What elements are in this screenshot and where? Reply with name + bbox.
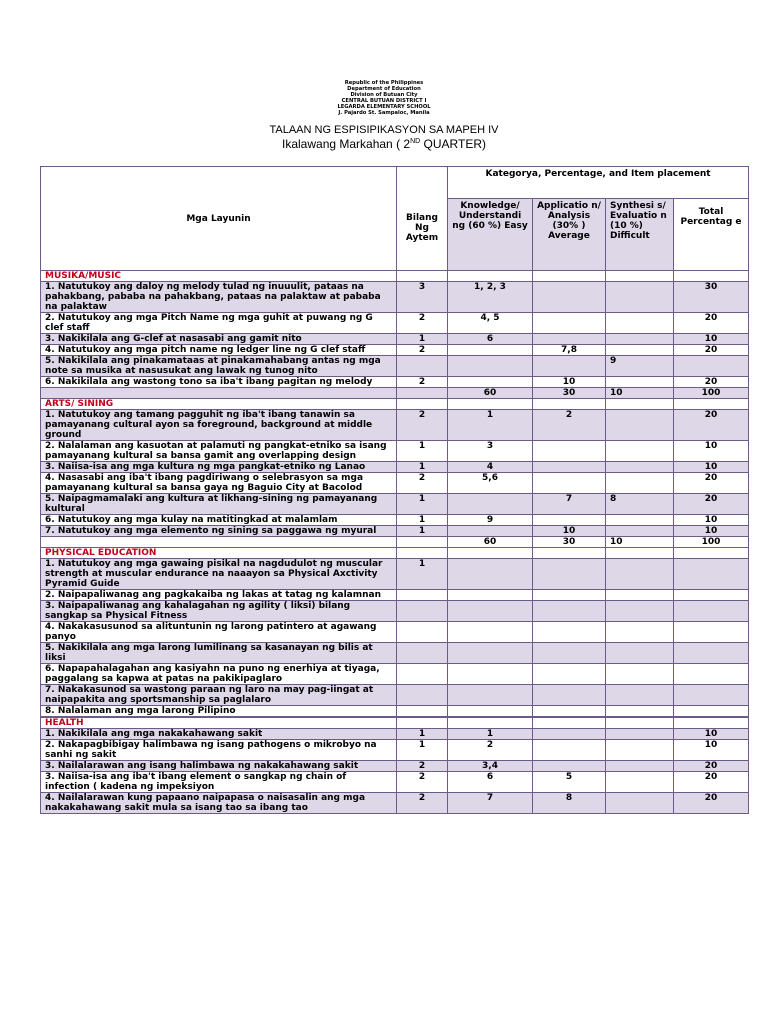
objective-cell: 5. Naipagmamalaki ang kultura at likhang-sining ng pamayanang kultural (41, 494, 397, 515)
subtitle-sup: ND (410, 138, 421, 145)
knowledge-cell: 4, 5 (448, 313, 533, 334)
application-cell (533, 601, 606, 622)
section-row (41, 399, 749, 410)
items-cell (397, 685, 448, 706)
objective-cell: 3. Nakikilala ang G-clef at nasasabi ang gamit nito (41, 334, 397, 345)
objective-cell (41, 388, 397, 399)
header-line: Division of Butuan City (350, 92, 418, 98)
items-cell: 2 (397, 793, 448, 814)
header-synthesis: Synthesi s/ Evaluatio n (10 %) Difficult (606, 199, 674, 271)
total-cell (674, 706, 749, 717)
total-cell (674, 622, 749, 643)
header-objectives: Mga Layunin (41, 167, 397, 271)
knowledge-cell: 4 (448, 462, 533, 473)
application-cell (533, 334, 606, 345)
items-cell: 1 (397, 729, 448, 740)
total-cell (674, 559, 749, 590)
synthesis-cell (606, 729, 674, 740)
knowledge-cell (448, 559, 533, 590)
subtitle-post: QUARTER) (420, 137, 486, 151)
synthesis-cell (606, 559, 674, 590)
knowledge-cell: 6 (448, 772, 533, 793)
objective-cell: 1. Natutukoy ang tamang pagguhit ng iba't ibang tanawin sa pamayanang cultural ayon sa foreground, background at middle ground (41, 410, 397, 441)
objective-cell: 2. Naipapaliwanag ang pagkakaiba ng lakas at tatag ng kalamnan (41, 590, 397, 601)
knowledge-cell: 3,4 (448, 761, 533, 772)
objective-cell: 3. Naipapaliwanag ang kahalagahan ng agility ( liksi) bilang sangkap sa Physical Fitness (41, 601, 397, 622)
table-row (41, 537, 749, 548)
table-row (41, 388, 749, 399)
total-cell (674, 590, 749, 601)
synthesis-cell (606, 526, 674, 537)
total-cell (674, 664, 749, 685)
section-title: ARTS/ SINING (41, 399, 397, 410)
application-cell (533, 622, 606, 643)
section-title: MUSIKA/MUSIC (41, 271, 397, 282)
objective-cell: 1. Nakikilala ang mga nakakahawang sakit (41, 729, 397, 740)
section-empty-cell (606, 399, 674, 410)
synthesis-cell (606, 761, 674, 772)
synthesis-cell (606, 377, 674, 388)
knowledge-cell (448, 622, 533, 643)
section-empty-cell (397, 271, 448, 282)
synthesis-cell (606, 334, 674, 345)
header-line: LEGARDA ELEMENTARY SCHOOL (337, 104, 431, 110)
application-cell (533, 473, 606, 494)
items-cell (397, 664, 448, 685)
application-cell (533, 664, 606, 685)
synthesis-cell (606, 664, 674, 685)
items-cell: 1 (397, 559, 448, 590)
objective-cell: 6. Natutukoy ang mga kulay na matitingkad at malamlam (41, 515, 397, 526)
synthesis-cell (606, 462, 674, 473)
total-cell: 10 (674, 526, 749, 537)
document-subtitle (0, 137, 768, 151)
table-row (41, 441, 749, 462)
section-empty-cell (606, 718, 674, 729)
total-cell: 20 (674, 793, 749, 814)
synthesis-cell (606, 345, 674, 356)
total-cell: 20 (674, 761, 749, 772)
total-cell: 100 (674, 388, 749, 399)
header-line: Republic of the Philippines (344, 80, 424, 86)
items-cell: 1 (397, 740, 448, 761)
knowledge-cell: 60 (448, 388, 533, 399)
total-cell: 20 (674, 772, 749, 793)
table-row (41, 643, 749, 664)
total-cell: 10 (674, 740, 749, 761)
table-row (41, 313, 749, 334)
total-cell (674, 685, 749, 706)
application-cell (533, 559, 606, 590)
table-row (41, 473, 749, 494)
application-cell: 7,8 (533, 345, 606, 356)
subtitle-pre: Ikalawang Markahan ( 2 (282, 137, 411, 151)
table-row (41, 410, 749, 441)
knowledge-cell: 5,6 (448, 473, 533, 494)
section-title: HEALTH (41, 718, 397, 729)
items-cell (397, 643, 448, 664)
section-empty-cell (533, 271, 606, 282)
specification-table (40, 166, 749, 814)
section-empty-cell (674, 548, 749, 559)
total-cell: 10 (674, 729, 749, 740)
items-cell: 2 (397, 473, 448, 494)
table-row (41, 282, 749, 313)
table-row (41, 515, 749, 526)
section-empty-cell (533, 718, 606, 729)
objective-cell: 6. Nakikilala ang wastong tono sa iba't ibang pagitan ng melody (41, 377, 397, 388)
table-row (41, 494, 749, 515)
knowledge-cell (448, 601, 533, 622)
header-line: CENTRAL BUTUAN DISTRICT I (341, 98, 427, 104)
total-cell: 20 (674, 345, 749, 356)
synthesis-cell (606, 441, 674, 462)
synthesis-cell (606, 622, 674, 643)
total-cell (674, 601, 749, 622)
table-row (41, 345, 749, 356)
total-cell: 20 (674, 473, 749, 494)
knowledge-cell: 60 (448, 537, 533, 548)
header-items: Bilang Ng Aytem (397, 167, 448, 271)
objective-cell: 5. Nakikilala ang pinakamataas at pinakamahabang antas ng mga note sa musika at nasusukat ang lawak ng tunog nito (41, 356, 397, 377)
items-cell: 1 (397, 462, 448, 473)
objective-cell: 2. Nalalaman ang kasuotan at palamuti ng pangkat-etniko sa isang pamayanang kultural sa bansa gamit ang overlapping design (41, 441, 397, 462)
total-cell: 20 (674, 313, 749, 334)
section-empty-cell (606, 271, 674, 282)
table-row (41, 664, 749, 685)
items-cell (397, 590, 448, 601)
objective-cell: 5. Nakikilala ang mga larong lumilinang sa kasanayan ng bilis at liksi (41, 643, 397, 664)
section-empty-cell (448, 399, 533, 410)
section-row (41, 271, 749, 282)
objective-cell: 6. Napapahalagahan ang kasiyahn na puno ng enerhiya at tiyaga, paggalang sa kapwa at patas na pakikipaglaro (41, 664, 397, 685)
total-cell: 10 (674, 441, 749, 462)
section-empty-cell (448, 718, 533, 729)
synthesis-cell (606, 473, 674, 494)
total-cell: 20 (674, 377, 749, 388)
table-row (41, 559, 749, 590)
knowledge-cell: 1, 2, 3 (448, 282, 533, 313)
synthesis-cell (606, 313, 674, 334)
document-title: TALAAN NG ESPISIPIKASYON SA MAPEH IV (269, 124, 499, 136)
total-cell: 30 (674, 282, 749, 313)
application-cell (533, 462, 606, 473)
knowledge-cell (448, 526, 533, 537)
table-row (41, 685, 749, 706)
knowledge-cell (448, 356, 533, 377)
header-application: Applicatio n/ Analysis (30% ) Average (533, 199, 606, 271)
items-cell: 2 (397, 345, 448, 356)
items-cell: 1 (397, 441, 448, 462)
knowledge-cell (448, 643, 533, 664)
section-empty-cell (674, 399, 749, 410)
knowledge-cell: 2 (448, 740, 533, 761)
table-row (41, 761, 749, 772)
section-empty-cell (397, 399, 448, 410)
application-cell (533, 356, 606, 377)
knowledge-cell (448, 494, 533, 515)
application-cell (533, 706, 606, 717)
knowledge-cell: 9 (448, 515, 533, 526)
section-empty-cell (448, 271, 533, 282)
section-empty-cell (674, 718, 749, 729)
items-cell: 2 (397, 761, 448, 772)
items-cell: 1 (397, 334, 448, 345)
synthesis-cell: 10 (606, 388, 674, 399)
application-cell: 8 (533, 793, 606, 814)
knowledge-cell (448, 345, 533, 356)
items-cell (397, 356, 448, 377)
table-row (41, 601, 749, 622)
synthesis-cell: 9 (606, 356, 674, 377)
knowledge-cell: 1 (448, 410, 533, 441)
objective-cell: 2. Nakapagbibigay halimbawa ng isang pathogens o mikrobyo na sanhi ng sakit (41, 740, 397, 761)
objective-cell: 3. Naiisa-isa ang iba't ibang element o sangkap ng chain of infection ( kadena ng impeksiyon (41, 772, 397, 793)
section-row (41, 548, 749, 559)
application-cell (533, 643, 606, 664)
header-line: J. Pajardo St. Sampaloc, Manila (338, 110, 430, 116)
application-cell (533, 685, 606, 706)
synthesis-cell (606, 643, 674, 664)
objective-cell: 7. Nakakasunod sa wastong paraan ng laro na may pag-iingat at naipapakita ang sportsmanship sa paglalaro (41, 685, 397, 706)
total-cell (674, 643, 749, 664)
synthesis-cell (606, 410, 674, 441)
items-cell (397, 622, 448, 643)
table-row (41, 334, 749, 345)
items-cell: 1 (397, 515, 448, 526)
items-cell: 2 (397, 410, 448, 441)
items-cell (397, 706, 448, 717)
items-cell: 1 (397, 494, 448, 515)
knowledge-cell: 1 (448, 729, 533, 740)
objective-cell: 2. Natutukoy ang mga Pitch Name ng mga guhit at puwang ng G clef staff (41, 313, 397, 334)
section-empty-cell (533, 548, 606, 559)
table-row (41, 526, 749, 537)
table-row (41, 729, 749, 740)
table-row (41, 793, 749, 814)
application-cell: 7 (533, 494, 606, 515)
application-cell (533, 740, 606, 761)
items-cell: 1 (397, 526, 448, 537)
section-empty-cell (397, 548, 448, 559)
synthesis-cell (606, 515, 674, 526)
table-row (41, 356, 749, 377)
objective-cell: 3. Naiisa-isa ang mga kultura ng mga pangkat-etniko ng Lanao (41, 462, 397, 473)
table-row (41, 772, 749, 793)
synthesis-cell: 10 (606, 537, 674, 548)
items-cell (397, 537, 448, 548)
total-cell: 10 (674, 334, 749, 345)
section-empty-cell (606, 548, 674, 559)
application-cell (533, 515, 606, 526)
header-line: Department of Education (347, 86, 421, 92)
section-empty-cell (533, 399, 606, 410)
synthesis-cell (606, 590, 674, 601)
total-cell (674, 356, 749, 377)
total-cell: 10 (674, 515, 749, 526)
application-cell (533, 282, 606, 313)
knowledge-cell: 3 (448, 441, 533, 462)
application-cell: 10 (533, 377, 606, 388)
synthesis-cell (606, 740, 674, 761)
objective-cell (41, 537, 397, 548)
objective-cell: 4. Nasasabi ang iba't ibang pagdiriwang o selebrasyon sa mga pamayanang kultural sa bansa gaya ng Baguio City at Bacolod (41, 473, 397, 494)
section-row (41, 718, 749, 729)
objective-cell: 4. Nailalarawan kung papaano naipapasa o naisasalin ang mga nakakahawang sakit mula sa isang tao sa ibang tao (41, 793, 397, 814)
knowledge-cell: 7 (448, 793, 533, 814)
application-cell (533, 313, 606, 334)
objective-cell: 1. Natutukoy ang daloy ng melody tulad ng inuuulit, pataas na pahakbang, pababa na pahakbang, pataas na palaktaw at pababa na palaktaw (41, 282, 397, 313)
table-row (41, 462, 749, 473)
table-row (41, 590, 749, 601)
objective-cell: 8. Nalalaman ang mga larong Pilipino (41, 706, 397, 717)
application-cell: 30 (533, 537, 606, 548)
section-empty-cell (448, 548, 533, 559)
knowledge-cell (448, 590, 533, 601)
synthesis-cell (606, 793, 674, 814)
synthesis-cell (606, 601, 674, 622)
total-cell: 20 (674, 494, 749, 515)
knowledge-cell (448, 706, 533, 717)
total-cell: 100 (674, 537, 749, 548)
knowledge-cell: 6 (448, 334, 533, 345)
section-empty-cell (397, 718, 448, 729)
application-cell (533, 441, 606, 462)
objective-cell: 7. Natutukoy ang mga elemento ng sining sa paggawa ng myural (41, 526, 397, 537)
objective-cell: 1. Natutukoy ang mga gawaing pisikal na nagdudulot ng muscular strength at muscular endurance na naaayon sa Physical Axctivity Pyramid Guide (41, 559, 397, 590)
header-knowledge: Knowledge/ Understandi ng (60 %) Easy (448, 199, 533, 271)
application-cell: 5 (533, 772, 606, 793)
items-cell: 2 (397, 772, 448, 793)
objective-cell: 4. Natutukoy ang mga pitch name ng ledger line ng G clef staff (41, 345, 397, 356)
items-cell: 2 (397, 377, 448, 388)
application-cell (533, 761, 606, 772)
application-cell (533, 729, 606, 740)
knowledge-cell (448, 377, 533, 388)
header-category: Kategorya, Percentage, and Item placement (448, 167, 749, 199)
application-cell: 30 (533, 388, 606, 399)
table-row (41, 740, 749, 761)
items-cell: 2 (397, 313, 448, 334)
table-row (41, 622, 749, 643)
synthesis-cell (606, 282, 674, 313)
items-cell: 3 (397, 282, 448, 313)
section-title: PHYSICAL EDUCATION (41, 548, 397, 559)
application-cell (533, 590, 606, 601)
table-row (41, 377, 749, 388)
school-header (0, 80, 768, 116)
synthesis-cell (606, 706, 674, 717)
knowledge-cell (448, 685, 533, 706)
synthesis-cell: 8 (606, 494, 674, 515)
objective-cell: 3. Nailalarawan ang isang halimbawa ng nakakahawang sakit (41, 761, 397, 772)
synthesis-cell (606, 772, 674, 793)
items-cell (397, 388, 448, 399)
application-cell: 2 (533, 410, 606, 441)
total-cell: 20 (674, 410, 749, 441)
application-cell: 10 (533, 526, 606, 537)
total-cell: 10 (674, 462, 749, 473)
table-row (41, 706, 749, 717)
knowledge-cell (448, 664, 533, 685)
header-total: Total Percentag e (674, 199, 749, 271)
objective-cell: 4. Nakakasusunod sa alituntunin ng larong patintero at agawang panyo (41, 622, 397, 643)
synthesis-cell (606, 685, 674, 706)
section-empty-cell (674, 271, 749, 282)
items-cell (397, 601, 448, 622)
